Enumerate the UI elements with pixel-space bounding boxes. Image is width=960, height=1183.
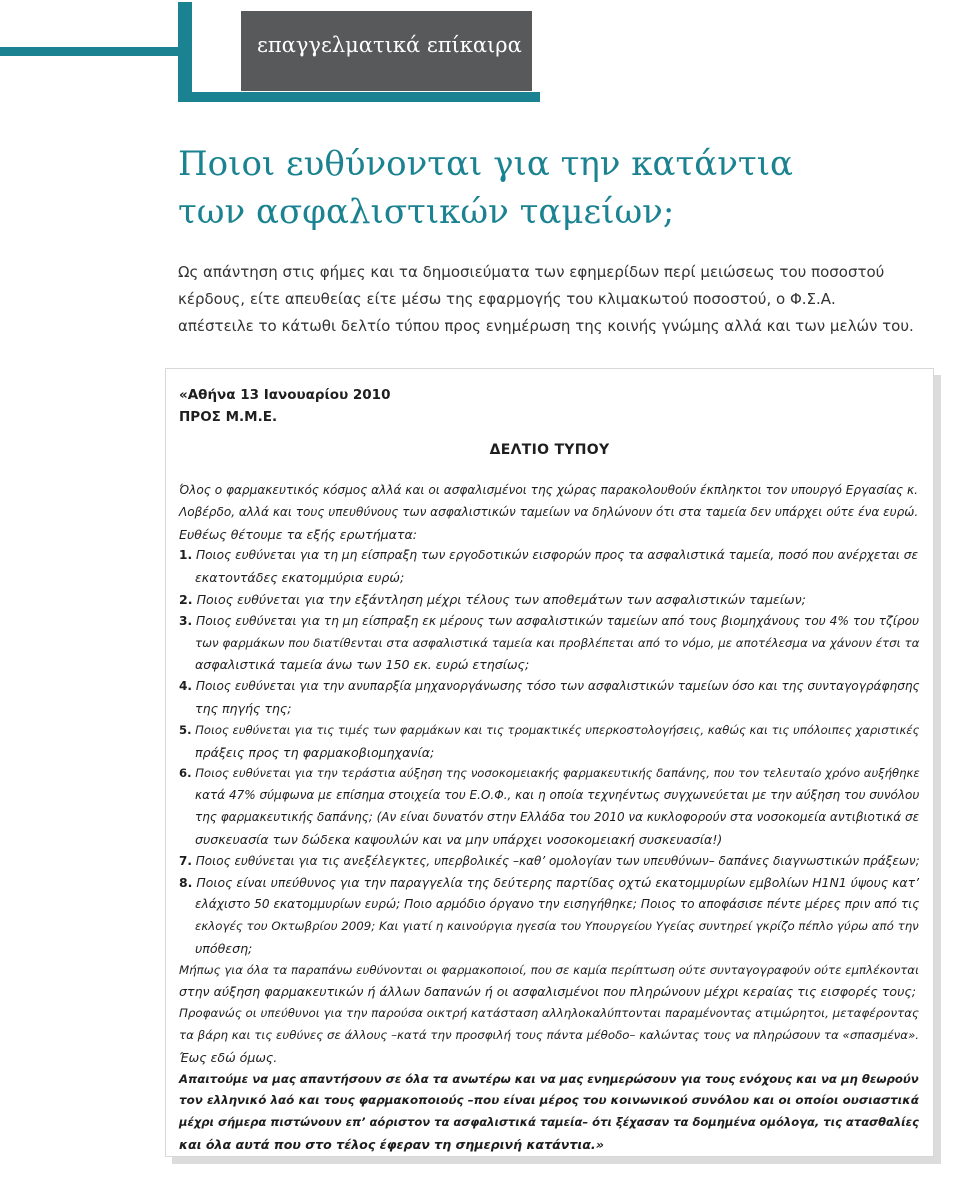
closing-line: Προφανώς οι υπεύθυνοι για την παρούσα οικτρή κατάσταση αλληλοκαλύπτονται παραμένοντας ατιμώρητοι, μεταφέροντας	[179, 1006, 919, 1021]
question-item	[179, 720, 923, 742]
closing-line: τα βάρη και τις ευθύνες σε άλλους –κατά την προσφιλή τους πάντα μέθοδο– καλώντας τους να πληρώσουν τα «σπασμένα».	[179, 1027, 920, 1042]
question-text: των φαρμάκων που διατίθενται στα ασφαλιστικά ταμεία και προβλέπεται από το νόμο, με αποτέλεσμα να χάνουν έτσι τα	[195, 635, 920, 650]
article-intro	[178, 259, 918, 340]
question-text: Ποιος ευθύνεται για τη μη είσπραξη εκ μέρους των ασφαλιστικών ταμείων από τους βιομηχάνους του 4% του τζίρου	[196, 613, 920, 628]
intro-line: απέστειλε το κάτωθι δελτίο τύπου προς ενημέρωση της κοινής γνώμης αλλά και των μελών του.	[178, 317, 914, 335]
intro-line: Ως απάντηση στις φήμες και τα δημοσιεύματα των εφημερίδων περί μειώσεως του ποσοστού	[178, 263, 885, 281]
opening-line: Όλος ο φαρμακευτικός κόσμος αλλά και οι ασφαλισμένοι της χώρας παρακολουθούν έκπληκτοι τον υπουργό Εργασίας κ.	[179, 483, 918, 497]
demand-line: Απαιτούμε να μας απαντήσουν σε όλα τα ανωτέρω και να μας ενημερώσουν για τους ενόχους και να μη θεωρούν	[179, 1071, 919, 1086]
question-text: εκλογές του Οκτωβρίου 2009; Και γιατί η καινούργια ηγεσία του Υπουργείου Υγείας συντηρεί γκρίζο πέπλο γύρω από την	[195, 918, 919, 933]
press-release-date: «Αθήνα 13 Ιανουαρίου 2010	[179, 387, 391, 403]
press-release-body	[179, 480, 923, 1156]
article-title-line: Ποιοι ευθύνονται για την κατάντια	[178, 144, 794, 184]
article-title	[178, 140, 793, 236]
question-text: Ποιος ευθύνεται για την εξάντληση μέχρι τέλους των αποθεμάτων των ασφαλιστικών ταμείων;	[196, 591, 806, 607]
question-text: Ποιος ευθύνεται για τις ανεξέλεγκτες, υπερβολικές –καθ’ ομολογίαν των υπευθύνων– δαπάνες διαγνωστικών πράξεων;	[195, 853, 920, 868]
question-text: ασφαλιστικά ταμεία άνω των 150 εκ. ευρώ ετησίως;	[195, 657, 530, 673]
question-text: Ποιος είναι υπεύθυνος για την παραγγελία της δεύτερης παρτίδας οχτώ εκατομμυρίων εμβολίων H1N1 ύψους κατ’	[196, 875, 920, 891]
question-item	[179, 676, 923, 698]
question-text: Ποιος ευθύνεται για την τεράστια αύξηση της νοσοκομειακής φαρμακευτικής δαπάνης, που τον τελευταίο χρόνο αυξήθηκε	[195, 766, 920, 781]
demand-line: τον ελληνικό λαό και τους φαρμακοποιούς –που είναι μέρος του κοινωνικού συνόλου και οι οποίοι ουσιαστικά	[179, 1093, 919, 1108]
question-item	[179, 611, 923, 633]
question-text: ελάχιστο 50 εκατομμυρίων ευρώ; Ποιο αρμόδιο όργανο την εισηγήθηκε; Ποιος το αποφάσισε πέντε μέρες πριν από τις	[195, 897, 920, 912]
question-number: 6.	[179, 766, 192, 781]
intro-line: κέρδους, είτε απευθείας είτε μέσω της εφαρμογής του κλιμακωτού ποσοστού, ο Φ.Σ.Α.	[178, 290, 836, 308]
question-text: συσκευασία των δώδεκα καψουλών και να μην υπάρχει νοσοκομειακή συσκευασία!)	[195, 831, 723, 847]
press-release-recipient: ΠΡΟΣ Μ.Μ.Ε.	[179, 409, 278, 425]
header-accent-line	[0, 47, 180, 56]
question-number: 4.	[179, 679, 193, 694]
question-text: κατά 47% σύμφωνα με επίσημα στοιχεία του Ε.Ο.Φ., και η οποία τεχνηέντως συγχωνεύεται με την αύξηση του συνόλου	[195, 788, 920, 803]
question-text: εκατοντάδες εκατομμύρια ευρώ;	[195, 570, 405, 586]
article-title-line: των ασφαλιστικών ταμείων;	[178, 192, 675, 232]
question-item	[179, 872, 923, 894]
question-text: υπόθεση;	[195, 940, 253, 956]
question-number: 5.	[179, 722, 192, 737]
closing-line: Μήπως για όλα τα παραπάνω ευθύνονται οι φαρμακοποιοί, που σε καμία περίπτωση ούτε συνταγογραφούν ούτε εμπλέκονται	[179, 962, 920, 977]
question-text: Ποιος ευθύνεται για τη μη είσπραξη των εργοδοτικών εισφορών προς τα ασφαλιστικά ταμεία, ποσό που ανέρχεται σε	[195, 548, 919, 563]
question-item	[179, 763, 923, 785]
question-number: 3.	[179, 613, 193, 628]
section-label: επαγγελματικά επίκαιρα	[257, 33, 522, 57]
opening-line: Λοβέρδο, αλλά και τους υπευθύνους των ασφαλιστικών ταμείων να δηλώνουν ότι στα ταμεία δεν υπάρχει ούτε ένα ευρώ.	[179, 504, 919, 519]
opening-line: Ευθέως θέτουμε τα εξής ερωτήματα:	[179, 526, 418, 542]
press-release-heading: ΔΕΛΤΙΟ ΤΥΠΟΥ	[489, 442, 610, 458]
question-item	[179, 545, 923, 567]
question-number: 2.	[179, 591, 193, 607]
question-text: της φαρμακευτικής δαπάνης; (Αν είναι δυνατόν στην Ελλάδα του 2010 να κυκλοφορούν στα νοσοκομεία αντιβιοτικά σε	[195, 809, 920, 824]
demand-line: μέχρι σήμερα πιστώνουν επ’ αόριστον τα ασφαλιστικά ταμεία– ότι ξέχασαν τα δομημένα ομόλογα, τις ατασθαλίες	[179, 1115, 919, 1130]
press-release-header	[179, 384, 390, 428]
question-item	[179, 851, 923, 873]
closing-line: στην αύξηση φαρμακευτικών ή άλλων δαπανών ή οι ασφαλισμένοι που πληρώνουν μέχρι κεραίας τις εισφορές τους;	[179, 984, 916, 1000]
question-text: της πηγής της;	[195, 700, 292, 716]
question-text: πράξεις προς τη φαρμακοβιομηχανία;	[195, 744, 435, 760]
question-number: 7.	[179, 853, 192, 868]
question-text: Ποιος ευθύνεται για την ανυπαρξία μηχανοργάνωσης τόσο των ασφαλιστικών ταμείων όσο και της συνταγογράφησης	[195, 679, 920, 694]
question-item	[179, 589, 923, 611]
question-number: 8.	[179, 875, 193, 891]
demand-line: και όλα αυτά που στο τέλος έφεραν τη σημερινή κατάντια.»	[179, 1136, 604, 1152]
question-text: Ποιος ευθύνεται για τις τιμές των φαρμάκων και τις τρομακτικές υπερκοστολογήσεις, καθώς και τις υπόλοιπες χαριστικές	[195, 722, 920, 737]
question-number: 1.	[179, 548, 193, 563]
closing-line: Έως εδώ όμως.	[179, 1049, 278, 1065]
